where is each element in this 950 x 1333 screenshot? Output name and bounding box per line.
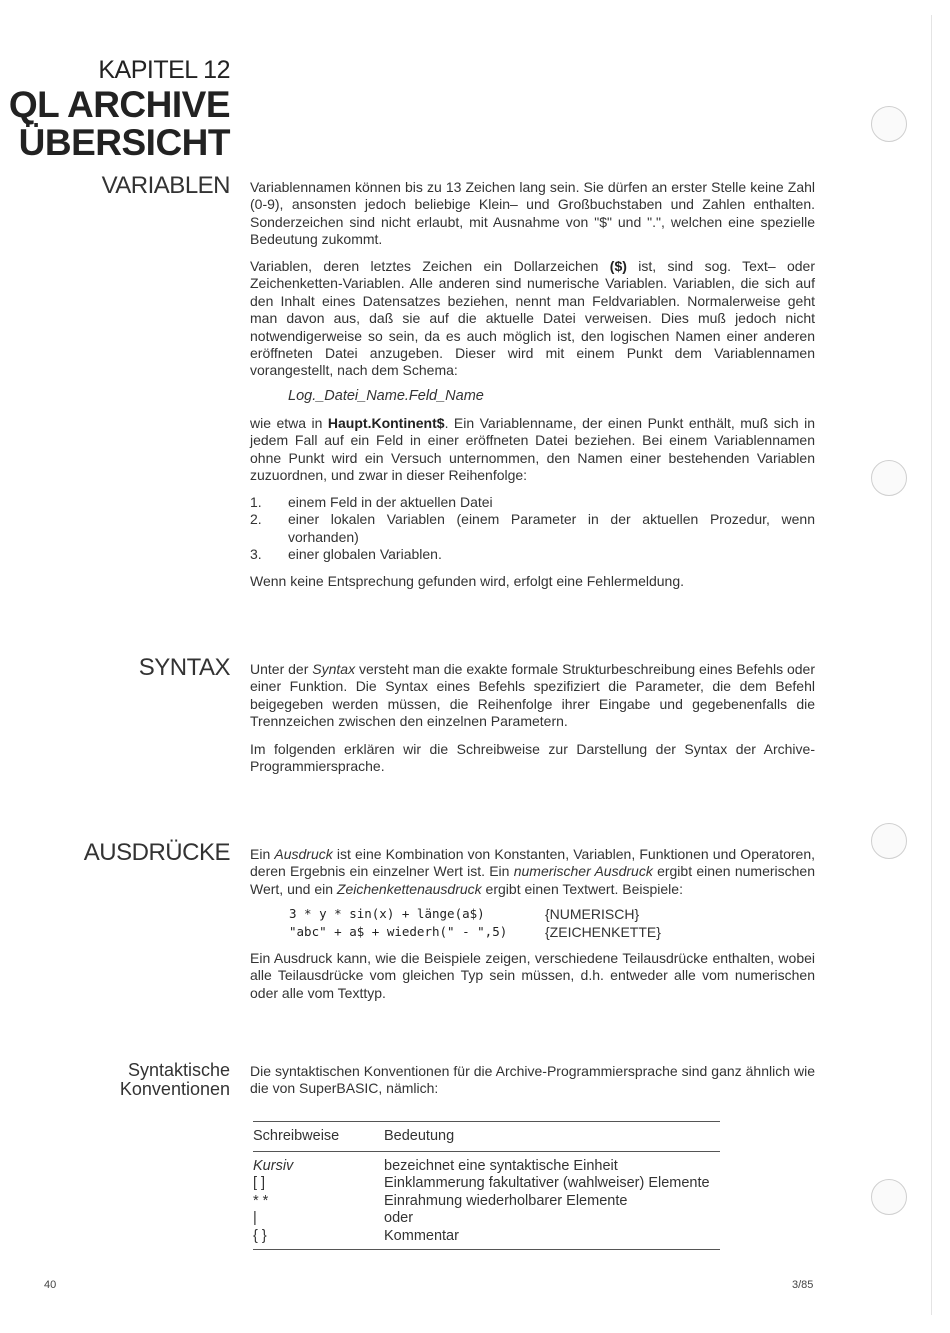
table-cell-meaning: Einrahmung wiederholbarer Elemente xyxy=(384,1192,628,1209)
paragraph-text: ist eine Kombination von Konstanten, Variablen, Funktionen und Operatoren, deren Ergebnis ein einzelner Wert ist. Ein xyxy=(250,846,816,880)
chapter-title-line2: ÜBERSICHT xyxy=(18,122,230,163)
table-cell-symbol: * * xyxy=(253,1192,269,1209)
list-item xyxy=(250,546,815,563)
konventionen-paragraph-1 xyxy=(250,1063,815,1098)
paragraph-text: Variablen, deren letztes Zeichen ein Dollarzeichen xyxy=(250,258,610,274)
section-heading-syntax: SYNTAX xyxy=(138,654,230,681)
print-date: 3/85 xyxy=(792,1279,814,1291)
table-cell-symbol: | xyxy=(253,1210,257,1227)
section-heading-konventionen-line1: Syntaktische xyxy=(127,1060,230,1080)
column-header-bedeutung: Bedeutung xyxy=(384,1122,720,1152)
code-example-string: "abc" + a$ + wiederh(" - ",5) xyxy=(289,924,508,939)
code-example-numeric: 3 * y * sin(x) + länge(a$) xyxy=(289,906,485,921)
binder-hole-icon xyxy=(871,1179,907,1215)
example-variable: Haupt.Kontinent$ xyxy=(327,415,445,431)
paragraph-text: Die syntaktischen Konventionen für die Archive-Programmiersprache sind ganz ähnlich wie die von SuperBASIC, nämlich: xyxy=(250,1063,815,1097)
table-cell-meaning: Einklammerung fakultativer (wahlweiser) Elemente xyxy=(384,1175,710,1192)
list-text: einer lokalen Variablen (einem Parameter in der aktuellen Prozedur, wenn vorhanden) xyxy=(288,511,815,545)
list-text: einem Feld in der aktuellen Datei xyxy=(288,494,493,510)
paragraph-text: Wenn keine Entsprechung gefunden wird, erfolgt eine Fehlermeldung. xyxy=(250,573,685,589)
ausdruecke-paragraph-2 xyxy=(250,950,815,1002)
table-cell-meaning: Kommentar xyxy=(384,1228,720,1250)
paragraph-text: Im folgenden erklären wir die Schreibweise zur Darstellung der Syntax der Archive-Programmiersprache. xyxy=(250,741,815,775)
conventions-table xyxy=(253,1122,720,1250)
term-zeichenkettenausdruck: Zeichenkettenausdruck xyxy=(336,880,482,897)
paragraph-text: Variablennamen können bis zu 13 Zeichen lang sein. Sie dürfen an erster Stelle keine Zahl (0-9), ansonsten jedoch beliebige Klein– und Großbuchstaben und Zahlen enthalten. Sonderzeichen sind nicht erlaubt, mit Ausnahme von "$" und ".", welchen eine spezielle Bedeutung zukommt. xyxy=(250,179,815,248)
binder-hole-icon xyxy=(871,106,907,142)
list-text: einer globalen Variablen. xyxy=(288,546,442,563)
term-syntax: Syntax xyxy=(312,661,356,677)
paragraph-text: ergibt einen Textwert. Beispiele: xyxy=(481,880,683,897)
table-cell-symbol: { } xyxy=(253,1228,384,1250)
table-cell-meaning: oder xyxy=(384,1210,414,1227)
binder-hole-icon xyxy=(871,460,907,496)
list-number: 2. xyxy=(250,511,262,528)
variablen-paragraph-1 xyxy=(250,179,815,249)
paragraph-text: ist, sind sog. Text– oder Zeichenketten-Variablen. Alle anderen sind numerische Variablen. Variablen, die sich auf den Inhalt eines Datensatzes beziehen, nennt man Feldvariablen. Normalerweise geht man davon aus, daß sie auf die aktuelle Datei verweisen. Dies muß jedoch nicht notwendigerweise so sein, da es auch möglich ist, den logischen Namen einer anderen eröffneten Datei anzugeben. Dieser wird mit einem Punkt dem Variablennamen vorangestellt, nach dem Schema: xyxy=(250,258,815,379)
paragraph-text: Ein xyxy=(250,846,275,862)
list-number: 3. xyxy=(250,546,262,563)
variable-schema: Log._Datei_Name.Feld_Name xyxy=(288,388,484,404)
table-header-row xyxy=(253,1122,720,1152)
paragraph-text: . Ein Variablenname, der einen Punkt enthält, muß sich in jedem Fall auf ein Feld in einer eröffneten Datei beziehen. Bei einem Variablennamen ohne Punkt wird ein Versuch unternommen, den Namen einer bestehenden Variablen zuzuordnen, und zwar in dieser Reihenfolge: xyxy=(250,415,815,484)
variablen-paragraph-3 xyxy=(250,415,815,485)
code-comment-numeric: {NUMERISCH} xyxy=(545,906,640,922)
syntax-paragraph-1 xyxy=(250,661,815,731)
list-item xyxy=(250,511,815,546)
dollar-sign-term: ($) xyxy=(609,258,627,274)
chapter-title-line1: QL ARCHIVE xyxy=(8,84,230,125)
paragraph-text: versteht man die exakte formale Strukturbeschreibung eines Befehls oder einer Funktion. Die Syntax eines Befehls spezifiziert die Parameter, die dem Befehl beigegeben werden müssen, die Reihenfolge ihrer Eingabe und gegebenenfalls die Trennzeichen zwischen den einzelnen Parametern. xyxy=(250,661,816,730)
section-heading-konventionen-line2: Konventionen xyxy=(119,1079,230,1099)
paragraph-text: wie etwa in xyxy=(250,415,328,431)
code-comment-string: {ZEICHENKETTE} xyxy=(545,924,661,940)
table-row xyxy=(253,1210,720,1227)
list-item xyxy=(250,494,815,511)
binder-hole-icon xyxy=(871,823,907,859)
term-ausdruck: Ausdruck xyxy=(274,846,333,862)
syntax-paragraph-2 xyxy=(250,741,815,776)
variablen-paragraph-2 xyxy=(250,258,815,380)
column-header-schreibweise: Schreibweise xyxy=(253,1122,384,1152)
paragraph-text: Ein Ausdruck kann, wie die Beispiele zeigen, verschiedene Teilausdrücke enthalten, wobei alle Teilausdrücke vom gleichen Typ sein müssen, d.h. entweder alle vom numerischen oder alle vom Texttyp. xyxy=(250,950,815,1001)
table-cell-symbol: Kursiv xyxy=(253,1158,294,1174)
table-row xyxy=(253,1152,720,1176)
variablen-paragraph-4 xyxy=(250,573,815,590)
section-heading-ausdruecke: AUSDRÜCKE xyxy=(83,839,230,866)
table-cell-symbol: [ ] xyxy=(253,1175,266,1192)
list-number: 1. xyxy=(250,494,262,510)
table-cell-meaning: bezeichnet eine syntaktische Einheit xyxy=(384,1158,618,1174)
ausdruecke-paragraph-1 xyxy=(250,846,815,898)
section-heading-variablen: VARIABLEN xyxy=(101,172,230,199)
paragraph-text: ergibt einen numerischen Wert, und ein xyxy=(250,863,815,897)
page-number: 40 xyxy=(44,1279,57,1291)
page-edge-divider xyxy=(931,15,932,1315)
table-row xyxy=(253,1228,720,1250)
resolution-order-list xyxy=(250,494,815,564)
term-numerischer-ausdruck: numerischer Ausdruck xyxy=(513,863,653,880)
table-row xyxy=(253,1175,720,1192)
chapter-label: KAPITEL 12 xyxy=(98,56,230,84)
table-row xyxy=(253,1193,720,1210)
paragraph-text: Unter der xyxy=(250,661,313,677)
